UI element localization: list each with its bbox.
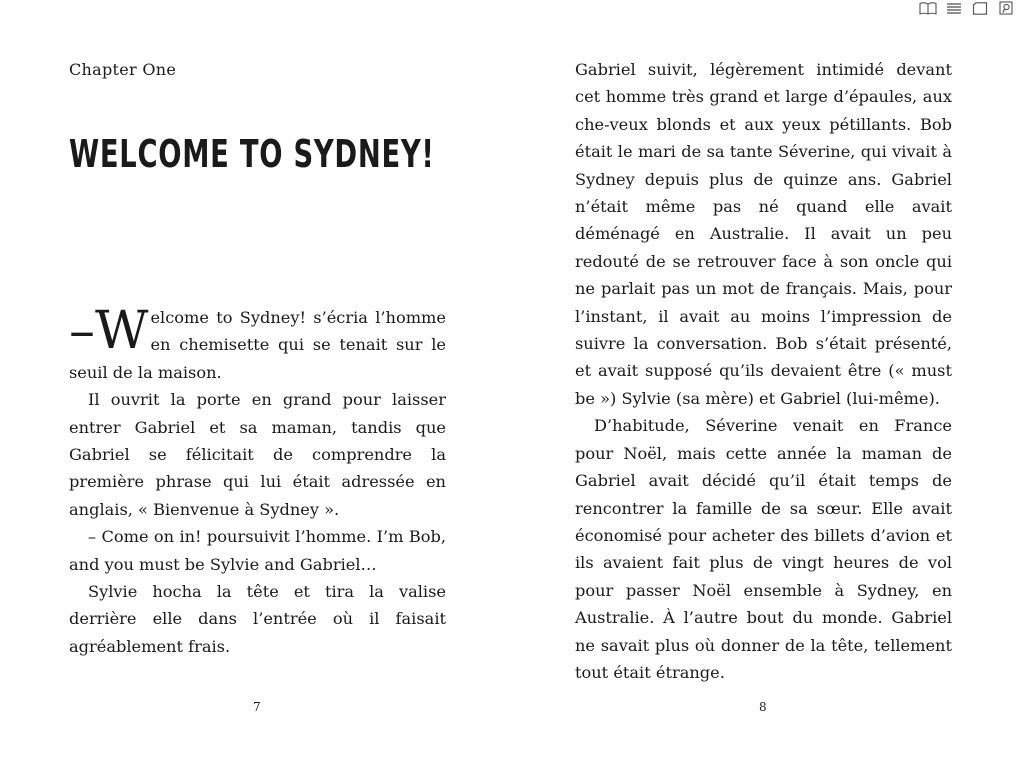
drop-cap: –W xyxy=(69,301,149,361)
paragraph xyxy=(69,301,446,386)
paragraph: Il ouvrit la porte en grand pour laisser entrer Gabriel et sa maman, tandis que Gabriel se félicitait de comprendre la première phrase qui lui était adressée en anglais, « Bienvenue à Sydney ». xyxy=(69,390,446,519)
list-icon[interactable] xyxy=(945,1,963,15)
left-page xyxy=(69,56,446,660)
right-body-text xyxy=(575,56,952,686)
right-page xyxy=(575,56,952,686)
paragraph: Gabriel suivit, légèrement intimidé devant cet homme très grand et large d’épaules, aux che-veux blonds et aux yeux pétillants. Bob était le mari de sa tante Séverine, qui vivait à Sydney depuis plus de quinze ans. Gabriel n’était même pas né quand elle avait déménagé en Australie. Il avait un peu redouté de se retrouver face à son oncle qui ne parlait pas un mot de français. Mais, pour l’instant, il avait au moins l’impression de suivre la conversation. Bob s’était présenté, et avait supposé qu’ils devaient être (« must be ») Sylvie (sa mère) et Gabriel (lui-même). xyxy=(575,60,952,408)
page-number-right: 8 xyxy=(759,700,767,714)
paragraph-text: elcome to Sydney! s’écria l’homme en chemisette qui se tenait sur le seuil de la maison. xyxy=(69,308,446,382)
book-icon[interactable] xyxy=(919,1,937,15)
reader-toolbar xyxy=(919,0,1015,16)
paragraph: D’habitude, Séverine venait en France pour Noël, mais cette année la maman de Gabriel avait décidé qu’il était temps de rencontrer la famille de sa sœur. Elle avait économisé pour acheter des billets d’avion et ils avaient fait plus de vingt heures de vol pour passer Noël ensemble à Sydney, en Australie. À l’autre bout du monde. Gabriel ne savait plus où donner de la tête, tellement tout était étrange. xyxy=(575,416,952,682)
paragraph: – Come on in! poursuivit l’homme. I’m Bob, and you must be Sylvie and Gabriel… xyxy=(69,527,446,574)
paragraph: Sylvie hocha la tête et tira la valise derrière elle dans l’entrée où il faisait agréablement frais. xyxy=(69,582,446,656)
page-number-left: 7 xyxy=(253,700,261,714)
search-page-icon[interactable] xyxy=(997,1,1015,15)
page-icon[interactable] xyxy=(971,1,989,15)
chapter-title: WELCOME TO SYDNEY! xyxy=(69,132,435,176)
chapter-label: Chapter One xyxy=(69,60,177,79)
left-body-text xyxy=(69,301,446,660)
